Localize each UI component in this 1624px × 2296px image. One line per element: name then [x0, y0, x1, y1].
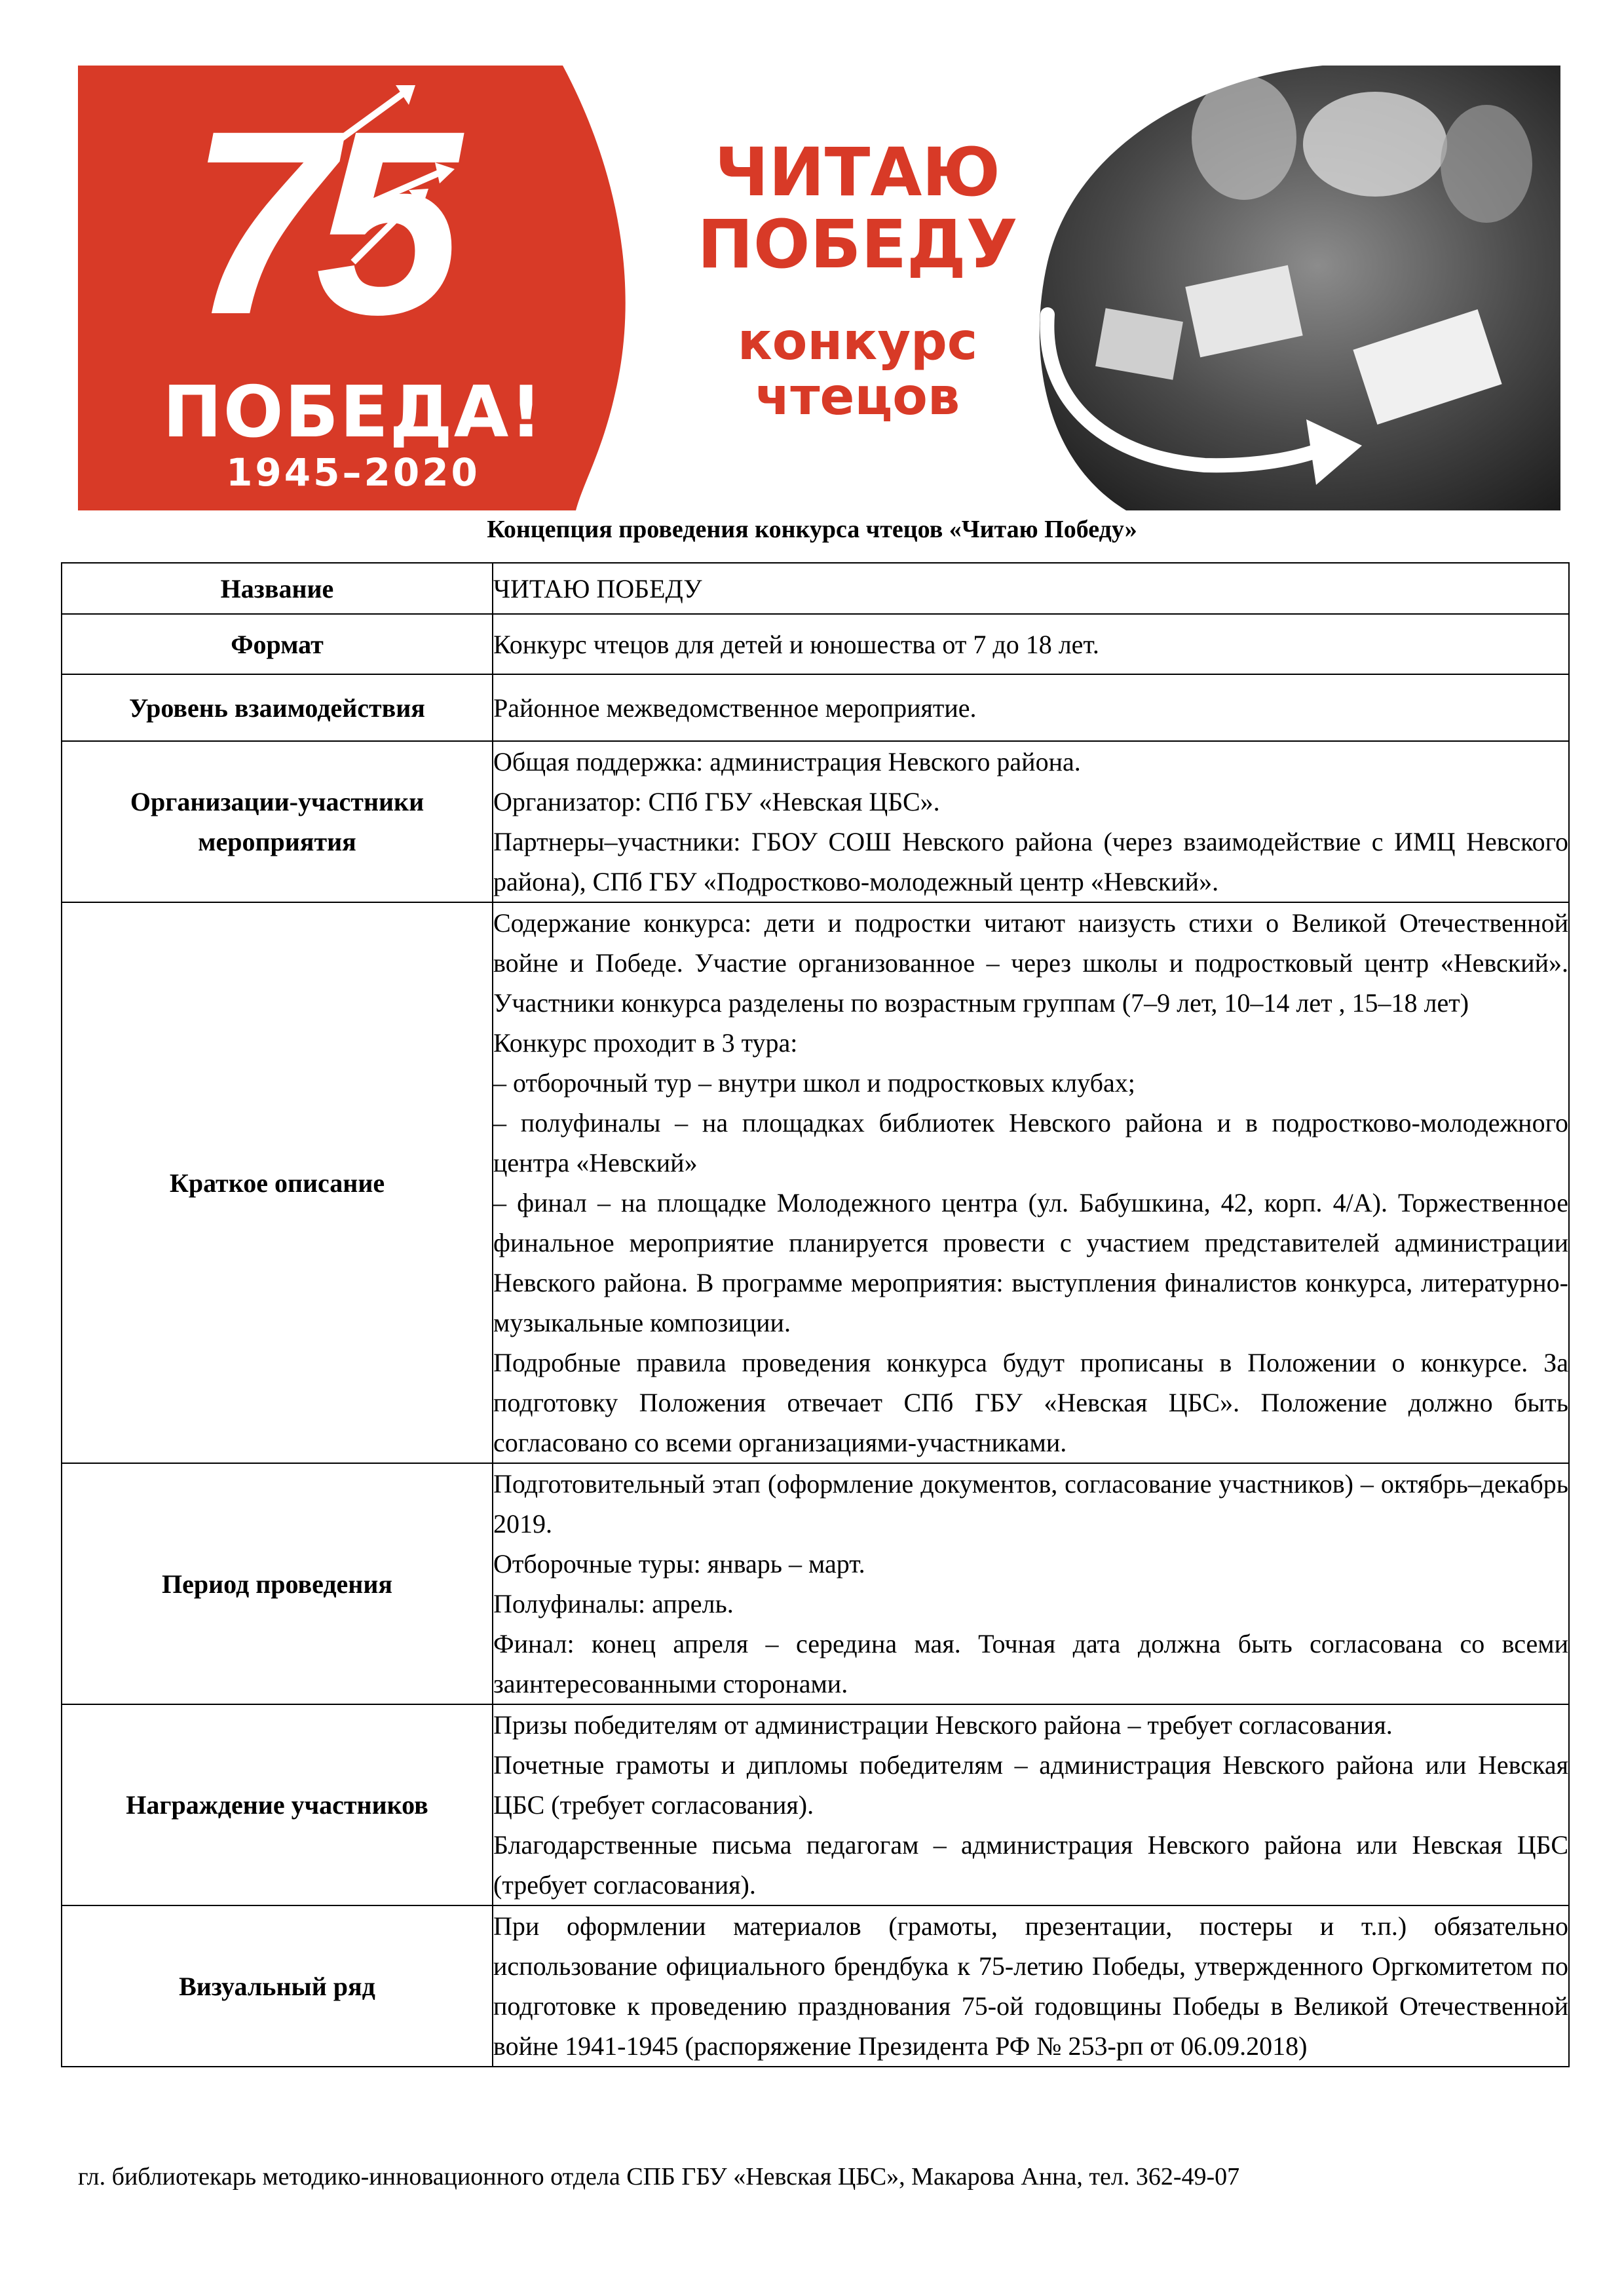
- logo-75-number: 75: [189, 76, 442, 369]
- concept-table: [61, 562, 1570, 2067]
- row-content: [493, 902, 1569, 1463]
- table-row: [62, 674, 1569, 741]
- content-line: – отборочный тур – внутри школ и подростковых клубах;: [493, 1068, 1135, 1098]
- row-label: Период проведения: [62, 1463, 493, 1704]
- row-content: [493, 614, 1569, 674]
- table-row: [62, 1704, 1569, 1905]
- table-row: [62, 563, 1569, 614]
- content-line: Общая поддержка: администрация Невского района.: [493, 747, 1081, 776]
- content-line: Подробные правила проведения конкурса будут прописаны в Положении о конкурсе. За подготовку Положения отвечает СПб ГБУ «Невская ЦБС». Положение должно быть согласовано со всеми организациями-участниками.: [493, 1348, 1568, 1457]
- document-title: Концепция проведения конкурса чтецов «Читаю Победу»: [487, 516, 1137, 543]
- banner-subtitle-line2: чтецов: [755, 368, 960, 427]
- banner-subtitle-line1: конкурс: [737, 313, 978, 372]
- row-content: [493, 674, 1569, 741]
- content-line: Отборочные туры: январь – март.: [493, 1549, 865, 1578]
- content-line: Партнеры–участники: ГБОУ СОШ Невского района (через взаимодействие с ИМЦ Невского района), СПб ГБУ «Подростково-молодежный центр «Невский».: [493, 827, 1568, 896]
- banner-title-line2: ПОБЕДУ: [697, 206, 1018, 284]
- row-content: [493, 1905, 1569, 2067]
- footer-contact: гл. библиотекарь методико-инновационного отдела СПБ ГБУ «Невская ЦБС», Макарова Анна, тел. 362-49-07: [78, 2163, 1240, 2191]
- header-banner: [78, 66, 1560, 510]
- row-content: [493, 1463, 1569, 1704]
- row-content: [493, 741, 1569, 902]
- banner-title-line1: ЧИТАЮ: [714, 134, 1001, 212]
- content-line: Финал: конец апреля – середина мая. Точная дата должна быть согласована со всеми заинтересованными сторонами.: [493, 1629, 1568, 1698]
- row-content: [493, 1704, 1569, 1905]
- readers-photo: [1021, 66, 1560, 510]
- row-label: Визуальный ряд: [62, 1905, 493, 2067]
- row-label: Организации-участники мероприятия: [62, 741, 493, 902]
- row-label: Награждение участников: [62, 1704, 493, 1905]
- content-line: Почетные грамоты и дипломы победителям – администрация Невского района или Невская ЦБС (требует согласования).: [493, 1750, 1568, 1820]
- content-line: ЧИТАЮ ПОБЕДУ: [493, 573, 702, 603]
- content-line: Организатор: СПб ГБУ «Невская ЦБС».: [493, 787, 940, 816]
- content-line: – полуфиналы – на площадках библиотек Невского района и в подростково-молодежного центра «Невский»: [493, 1108, 1568, 1177]
- row-label: Название: [62, 563, 493, 614]
- row-label: Уровень взаимодействия: [62, 674, 493, 741]
- content-line: Призы победителям от администрации Невского района – требует согласования.: [493, 1710, 1393, 1740]
- table-row: [62, 614, 1569, 674]
- table-row: [62, 1463, 1569, 1704]
- table-row: [62, 902, 1569, 1463]
- content-line: Конкурс чтецов для детей и юношества от 7 до 18 лет.: [493, 629, 1099, 659]
- content-line: Содержание конкурса: дети и подростки читают наизусть стихи о Великой Отечественной войне и Победе. Участие организованное – через школы и подростковый центр «Невский». Участники конкурса разделены по возрастным группам (7–9 лет, 10–14 лет , 15–18 лет): [493, 908, 1568, 1018]
- row-content: [493, 563, 1569, 614]
- content-line: Районное межведомственное мероприятие.: [493, 693, 977, 723]
- logo-pobeda-text: ПОБЕДА!: [162, 372, 544, 453]
- table-row: [62, 741, 1569, 902]
- row-label: Формат: [62, 614, 493, 674]
- content-line: При оформлении материалов (грамоты, презентации, постеры и т.п.) обязательно использование официального брендбука к 75-летию Победы, утвержденного Оргкомитетом по подготовке к проведению празднования 75-ой годовщины Победы в Великой Отечественной войне 1941-1945 (распоряжение Президента РФ № 253-рп от 06.09.2018): [493, 1911, 1568, 2061]
- content-line: – финал – на площадке Молодежного центра (ул. Бабушкина, 42, корп. 4/А). Торжественное финальное мероприятие планируется провести с участием представителей администрации Невского района. В программе мероприятия: выступления финалистов конкурса, литературно-музыкальные композиции.: [493, 1188, 1568, 1337]
- content-line: Благодарственные письма педагогам – администрация Невского района или Невская ЦБС (требует согласования).: [493, 1830, 1568, 1900]
- content-line: Конкурс проходит в 3 тура:: [493, 1028, 798, 1058]
- content-line: Полуфиналы: апрель.: [493, 1589, 734, 1618]
- table-row: [62, 1905, 1569, 2067]
- logo-years: 1945–2020: [226, 450, 480, 495]
- content-line: Подготовительный этап (оформление документов, согласование участников) – октябрь–декабрь 2019.: [493, 1469, 1568, 1539]
- row-label: Краткое описание: [62, 902, 493, 1463]
